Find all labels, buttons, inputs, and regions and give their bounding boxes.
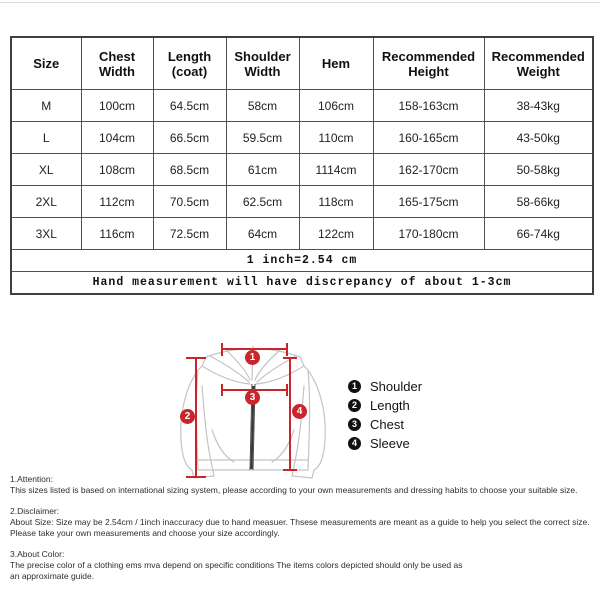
legend-item-shoulder xyxy=(348,380,422,393)
legend-label: Length xyxy=(370,398,410,413)
size-table xyxy=(10,36,594,295)
measurement-marker-length: 2 xyxy=(180,409,195,424)
cell-height: 160-165cm xyxy=(373,122,484,154)
table-row xyxy=(11,186,593,218)
cell-weight: 50-58kg xyxy=(484,154,593,186)
note-disclaimer xyxy=(10,506,598,540)
cell-weight: 38-43kg xyxy=(484,90,593,122)
col-header-hem: Hem xyxy=(299,37,373,90)
legend-item-sleeve xyxy=(348,437,422,450)
table-row xyxy=(11,154,593,186)
legend-number-icon: 1 xyxy=(348,380,361,393)
cell-shoulder: 59.5cm xyxy=(226,122,299,154)
cell-length: 64.5cm xyxy=(153,90,226,122)
cell-height: 158-163cm xyxy=(373,90,484,122)
cell-height: 165-175cm xyxy=(373,186,484,218)
legend-number-icon: 3 xyxy=(348,418,361,431)
legend-label: Shoulder xyxy=(370,379,423,394)
note-text: The precise color of a clothing ems mva depend on specific conditions The items colors depicted should only be used as xyxy=(10,559,463,570)
legend-item-chest xyxy=(348,418,422,431)
note-text: an approximate guide. xyxy=(10,571,95,581)
note-heading: 1.Attention: xyxy=(10,474,54,484)
cell-weight: 66-74kg xyxy=(484,218,593,250)
cell-weight: 43-50kg xyxy=(484,122,593,154)
cell-size: M xyxy=(11,90,81,122)
footnote-inch-conversion: 1 inch=2.54 cm xyxy=(11,250,593,272)
cell-hem: 110cm xyxy=(299,122,373,154)
notes xyxy=(10,474,598,592)
col-header-height: Recommended Height xyxy=(373,37,484,90)
note-text: Please take your own measurements and choose your size accordingly. xyxy=(10,528,280,538)
measurement-marker-chest: 3 xyxy=(245,390,260,405)
legend-label: Sleeve xyxy=(370,436,410,451)
footnote-row xyxy=(11,250,593,272)
note-text: About Size: Size may be 2.54cm / 1inch inaccuracy due to hand measuer. Thsese measurements are meant as a guide to help you select the correct size. xyxy=(10,516,590,527)
legend-number-icon: 2 xyxy=(348,399,361,412)
cell-shoulder: 64cm xyxy=(226,218,299,250)
legend-item-length xyxy=(348,399,422,412)
cell-chest: 112cm xyxy=(81,186,153,218)
legend-number-icon: 4 xyxy=(348,437,361,450)
cell-chest: 116cm xyxy=(81,218,153,250)
cell-shoulder: 61cm xyxy=(226,154,299,186)
cell-size: XL xyxy=(11,154,81,186)
note-heading: 2.Disclaimer: xyxy=(10,505,60,516)
cell-height: 162-170cm xyxy=(373,154,484,186)
note-about-color xyxy=(10,549,598,583)
cell-length: 72.5cm xyxy=(153,218,226,250)
measurement-marker-sleeve: 4 xyxy=(292,404,307,419)
cell-hem: 106cm xyxy=(299,90,373,122)
note-heading: 3.About Color: xyxy=(10,548,65,559)
cell-chest: 100cm xyxy=(81,90,153,122)
cell-hem: 118cm xyxy=(299,186,373,218)
col-header-size: Size xyxy=(11,37,81,90)
table-row xyxy=(11,90,593,122)
cell-length: 66.5cm xyxy=(153,122,226,154)
cell-size: L xyxy=(11,122,81,154)
measurement-legend xyxy=(348,380,422,456)
cell-length: 70.5cm xyxy=(153,186,226,218)
legend-label: Chest xyxy=(370,417,404,432)
cell-length: 68.5cm xyxy=(153,154,226,186)
table-header-row xyxy=(11,37,593,90)
col-header-chest: Chest Width xyxy=(81,37,153,90)
note-attention xyxy=(10,474,598,497)
col-header-weight: Recommended Weight xyxy=(484,37,593,90)
footnote-row xyxy=(11,272,593,295)
cell-size: 2XL xyxy=(11,186,81,218)
cell-shoulder: 58cm xyxy=(226,90,299,122)
measurement-marker-shoulder: 1 xyxy=(245,350,260,365)
cell-size: 3XL xyxy=(11,218,81,250)
cell-weight: 58-66kg xyxy=(484,186,593,218)
cell-shoulder: 62.5cm xyxy=(226,186,299,218)
cell-chest: 108cm xyxy=(81,154,153,186)
cell-hem: 122cm xyxy=(299,218,373,250)
footnote-hand-measurement: Hand measurement will have discrepancy of about 1-3cm xyxy=(11,272,593,295)
col-header-shoulder: Shoulder Width xyxy=(226,37,299,90)
table-row xyxy=(11,122,593,154)
cell-hem: 1114cm xyxy=(299,154,373,186)
table-row xyxy=(11,218,593,250)
cell-height: 170-180cm xyxy=(373,218,484,250)
cell-chest: 104cm xyxy=(81,122,153,154)
top-divider-line xyxy=(0,2,600,3)
note-text: This sizes listed is based on international sizing system, please according to your own measurements and dressing habits to choose your suitable size. xyxy=(10,485,578,495)
col-header-length: Length (coat) xyxy=(153,37,226,90)
